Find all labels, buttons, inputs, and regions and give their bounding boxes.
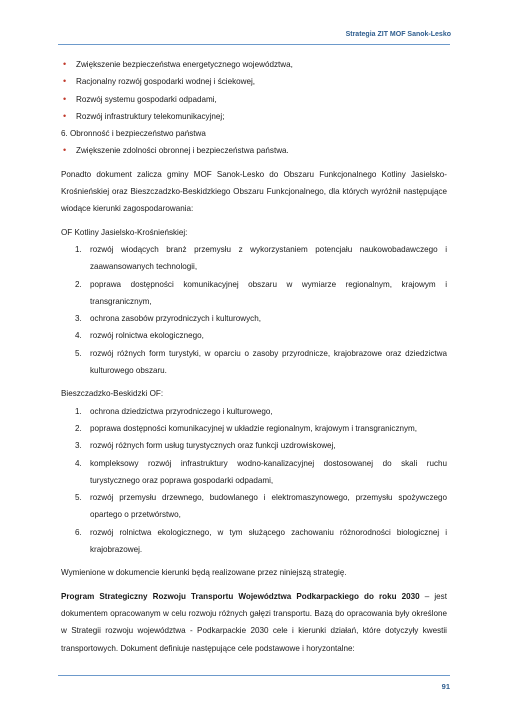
bullet-item bbox=[61, 73, 447, 90]
list-heading: Bieszczadzko-Beskidzki OF: bbox=[61, 389, 164, 399]
bullet-item bbox=[61, 108, 447, 125]
item-text: rozwój różnych form turystyki, w oparciu o zasoby przyrodnicze, krajobrazowe oraz dziedzictwa kulturowego obszaru. bbox=[90, 348, 447, 376]
item-number: 2. bbox=[75, 423, 82, 433]
list-item bbox=[61, 489, 447, 524]
item-text: ochrona dziedzictwa przyrodniczego i kulturowego, bbox=[90, 406, 273, 416]
bullet-dot-icon: • bbox=[63, 59, 67, 69]
list-item bbox=[61, 241, 447, 276]
document-body bbox=[61, 56, 447, 657]
item-text: rozwój rolnictwa ekologicznego, bbox=[90, 331, 204, 341]
item-text: rozwój przemysłu drzewnego, budowlanego i elektromaszynowego, przemysłu spożywczego opartego o przetwórstwo, bbox=[90, 493, 447, 520]
item-number: 3. bbox=[75, 441, 82, 451]
list-item bbox=[61, 345, 447, 380]
bullet-text: Racjonalny rozwój gospodarki wodnej i ściekowej, bbox=[76, 77, 256, 87]
list-item bbox=[61, 437, 447, 454]
item-number: 6. bbox=[75, 527, 82, 537]
header-divider bbox=[58, 44, 450, 45]
item-text: rozwój wiodących branż przemysłu z wykorzystaniem potencjału naukowobadawczego i zaawansowanych technologii, bbox=[90, 244, 447, 272]
list-item bbox=[61, 420, 447, 437]
item-text: poprawa dostępności komunikacyjnej obszaru w wymiarze regionalnym, krajowym i transgranicznym, bbox=[90, 279, 447, 306]
bullet-item bbox=[61, 91, 447, 108]
item-text: poprawa dostępności komunikacyjnej w układzie regionalnym, krajowym i transgranicznym, bbox=[90, 423, 418, 433]
item-number: 4. bbox=[75, 458, 82, 468]
page-number: 91 bbox=[441, 682, 450, 691]
bullet-text: Zwiększenie zdolności obronnej i bezpieczeństwa państwa. bbox=[76, 146, 289, 156]
item-text: kompleksowy rozwój infrastruktury wodno-kanalizacyjnej dostosowanej do skali ruchu turystycznego oraz poprawa gospodarki odpadami, bbox=[90, 458, 447, 485]
section-heading: 6. Obronność i bezpieczeństwo państwa bbox=[61, 129, 206, 139]
list-item bbox=[61, 310, 447, 327]
bullet-item bbox=[61, 56, 447, 73]
running-header: Strategia ZIT MOF Sanok-Lesko bbox=[345, 31, 451, 38]
item-number: 1. bbox=[75, 406, 82, 416]
bullet-dot-icon: • bbox=[63, 110, 67, 121]
item-text: rozwój rolnictwa ekologicznego, w tym służącego zachowaniu różnorodności biologicznej i krajobrazowej. bbox=[90, 527, 447, 555]
numbered-list bbox=[61, 241, 447, 379]
bullet-text: Rozwój systemu gospodarki odpadami, bbox=[76, 94, 217, 104]
bullet-dot-icon: • bbox=[63, 93, 67, 104]
list-item bbox=[61, 327, 447, 344]
footer-divider bbox=[58, 675, 450, 676]
list-item bbox=[61, 524, 447, 559]
list-item bbox=[61, 403, 447, 420]
bullet-dot-icon: • bbox=[63, 145, 67, 156]
list-item bbox=[61, 455, 447, 490]
item-number: 5. bbox=[75, 348, 82, 358]
numbered-list bbox=[61, 403, 447, 559]
program-text: – jest dokumentem opracowanym w celu rozwoju różnych gałęzi transportu. Bazą do opracowania były określone w Strategii rozwoju województwa - Podkarpackie 2030 cele i kierunki działań, które dotyczyły kwestii transportowych. Dokument definiuje następujące cele podstawowe i horyzontalne: bbox=[61, 591, 447, 653]
bullet-text: Zwiększenie bezpieczeństwa energetycznego województwa, bbox=[76, 60, 293, 69]
bullet-list bbox=[61, 56, 447, 125]
item-number: 2. bbox=[75, 279, 82, 289]
intro-paragraph: Ponadto dokument zalicza gminy MOF Sanok-Lesko do Obszaru Funkcjonalnego Kotliny Jasielsko-Krośnieńskiej oraz Bieszczadzko-Beskidzkiego Obszaru Funkcjonalnego, dla których wyróżnił następujące wiodące kierunki zagospodarowania: bbox=[61, 169, 447, 214]
program-title: Program Strategiczny Rozwoju Transportu Województwa Podkarpackiego do roku 2030 bbox=[61, 591, 420, 601]
bullet-item bbox=[61, 142, 447, 159]
item-number: 3. bbox=[75, 314, 82, 324]
item-number: 5. bbox=[75, 493, 82, 503]
item-number: 4. bbox=[75, 331, 82, 341]
bullet-dot-icon: • bbox=[63, 76, 67, 87]
list-heading: OF Kotliny Jasielsko-Krośnieńskiej: bbox=[61, 227, 188, 237]
bullet-text: Rozwój infrastruktury telekomunikacyjnej; bbox=[76, 111, 225, 121]
item-text: ochrona zasobów przyrodniczych i kulturowych, bbox=[90, 314, 261, 324]
summary-sentence: Wymienione w dokumencie kierunki będą realizowane przez niniejszą strategię. bbox=[61, 568, 347, 578]
list-item bbox=[61, 276, 447, 311]
program-paragraph bbox=[61, 588, 447, 657]
item-text: rozwój różnych form usług turystycznych oraz funkcji uzdrowiskowej, bbox=[90, 441, 336, 451]
item-number: 1. bbox=[75, 244, 82, 254]
